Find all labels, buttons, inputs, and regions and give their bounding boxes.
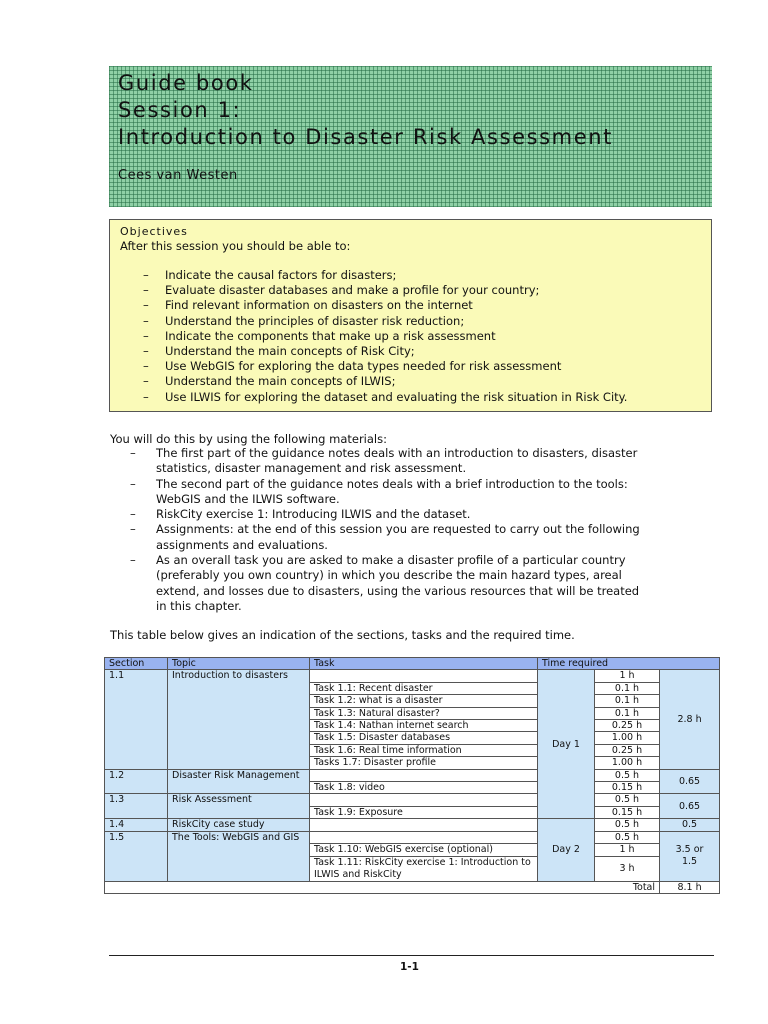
topic-cell: Risk Assessment [168,794,310,819]
task-cell: Task 1.11: RiskCity exercise 1: Introduction to ILWIS and RiskCity [310,856,538,881]
list-item: – The second part of the guidance notes deals with a brief introduction to the tools: WebGIS and the ILWIS software. [130,476,628,506]
objectives-box: Objectives After this session you should be able to: – Indicate the causal factors for disasters; – Evaluate disaster databases and make a profile for your country; – Find relevant information on disasters on the internet – Understand the principles of disaster risk reduction; – Indicate the components that make up a risk assessment – Understand the main concepts of Risk City; – Use WebGIS for exploring the data types needed for risk assessment – Understand the main concepts of ILWIS; – Use ILWIS for exploring the dataset and evaluating the risk situation in Risk City. [109,219,712,412]
title-line-1: Guide book [118,71,254,95]
time-cell: 3 h [595,856,660,881]
table-total-row [105,881,720,893]
section-cell: 1.2 [105,769,168,794]
objectives-intro: After this session you should be able to: [120,239,351,253]
task-cell: Task 1.4: Nathan internet search [310,720,538,732]
day-cell: Day 1 [538,670,595,819]
table-row [105,831,720,843]
task-cell [310,819,538,831]
table-row [105,769,720,781]
task-cell: Tasks 1.7: Disaster profile [310,757,538,769]
task-cell: Task 1.5: Disaster databases [310,732,538,744]
time-cell: 0.25 h [595,744,660,756]
objectives-heading: Objectives [120,225,188,238]
materials-intro: You will do this by using the following materials: [110,432,387,446]
subtotal-cell: 2.8 h [660,670,720,769]
total-value: 8.1 h [660,881,720,893]
task-cell: Task 1.9: Exposure [310,806,538,818]
task-cell: Task 1.2: what is a disaster [310,695,538,707]
time-cell: 0.5 h [595,769,660,781]
topic-cell: Disaster Risk Management [168,769,310,794]
time-cell: 1 h [595,670,660,682]
header-time: Time required [538,658,720,670]
time-cell: 1.00 h [595,732,660,744]
time-cell: 0.1 h [595,707,660,719]
task-cell: Task 1.1: Recent disaster [310,682,538,694]
table-row [105,819,720,831]
time-cell: 0.1 h [595,695,660,707]
day-cell: Day 2 [538,819,595,881]
title-line-2: Session 1: [118,98,242,122]
table-row [105,794,720,806]
subtotal-cell: 0.65 [660,769,720,794]
time-cell: 0.5 h [595,819,660,831]
total-spacer [105,881,595,893]
table-row [105,670,720,682]
task-cell: Task 1.8: video [310,782,538,794]
task-cell: Task 1.6: Real time information [310,744,538,756]
topic-cell: Introduction to disasters [168,670,310,769]
section-cell: 1.1 [105,670,168,769]
header-section: Section [105,658,168,670]
section-cell: 1.4 [105,819,168,831]
section-cell: 1.3 [105,794,168,819]
list-item: – As an overall task you are asked to make a disaster profile of a particular country (preferably you own country) in which you describe the main hazard types, areal extend, and losses due to disasters, using the various resources that will be treated in this chapter. [130,553,640,613]
total-label: Total [595,881,660,893]
title-banner [109,66,712,207]
time-cell: 0.15 h [595,782,660,794]
task-cell [310,794,538,806]
time-cell: 0.5 h [595,794,660,806]
subtotal-cell: 0.65 [660,794,720,819]
page-number: 1-1 [400,961,419,973]
author: Cees van Westen [118,168,238,183]
title-line-3: Introduction to Disaster Risk Assessment [118,125,613,149]
header-task: Task [310,658,538,670]
section-cell: 1.5 [105,831,168,881]
subtotal-cell: 3.5 or 1.5 [660,831,720,881]
schedule-table [104,657,720,894]
header-topic: Topic [168,658,310,670]
task-cell: Task 1.3: Natural disaster? [310,707,538,719]
task-cell [310,670,538,682]
subtotal-cell: 0.5 [660,819,720,831]
time-cell: 0.25 h [595,720,660,732]
table-header-row [105,658,720,670]
time-cell: 0.5 h [595,831,660,843]
list-item: – The first part of the guidance notes deals with an introduction to disasters, disaster statistics, disaster management and risk assessment. [130,446,638,476]
task-cell: Task 1.10: WebGIS exercise (optional) [310,844,538,856]
materials-list [110,446,710,614]
time-cell: 1.00 h [595,757,660,769]
topic-cell: RiskCity case study [168,819,310,831]
list-item: – Assignments: at the end of this session you are requested to carry out the following assignments and evaluations. [130,522,640,552]
time-cell: 1 h [595,844,660,856]
time-cell: 0.1 h [595,682,660,694]
task-cell [310,769,538,781]
time-cell: 0.15 h [595,806,660,818]
footer-divider [109,955,714,956]
list-item: – RiskCity exercise 1: Introducing ILWIS and the dataset. [130,507,471,522]
table-intro: This table below gives an indication of the sections, tasks and the required time. [110,628,575,642]
topic-cell: The Tools: WebGIS and GIS [168,831,310,881]
task-cell [310,831,538,843]
